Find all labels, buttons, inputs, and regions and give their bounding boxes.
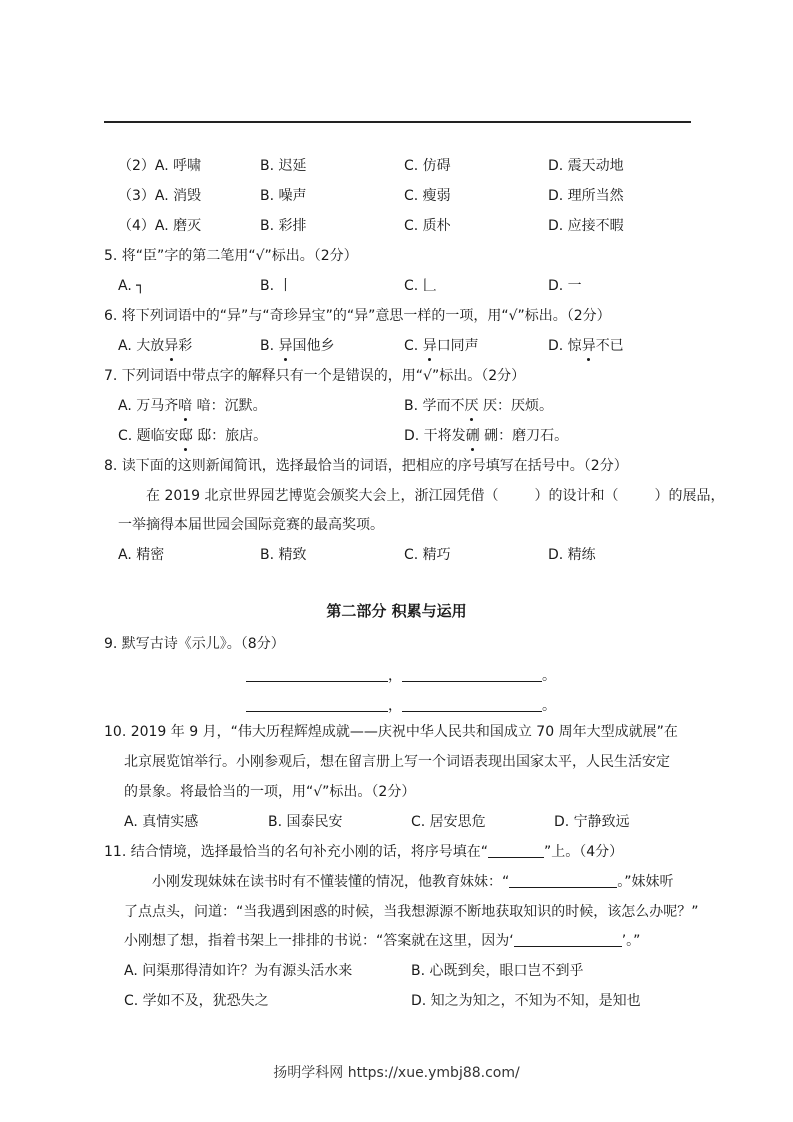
q4-row3-b: B. 噪声 [260,188,307,204]
q4-row2-b: B. 迟延 [260,158,307,174]
q4-row4-a: （4）A. 磨灭 [118,218,202,234]
q11-option-d: D. 知之为知之，不知为不知，是知也 [411,993,641,1009]
q11-stem: 11. 结合情境，选择最恰当的名句补充小刚的话，将序号填在“ ”上。（4分） [104,844,624,860]
q10-option-a: A. 真情实感 [124,814,199,830]
q4-row2-a: （2）A. 呼啸 [118,158,202,174]
q11-option-c: C. 学如不及，犹恐失之 [124,993,269,1009]
q5-stem: 5. 将“臣”字的第二笔用“√”标出。（2分） [104,248,358,264]
q7-option-b: B. 学而不厌 厌：厌烦。 [404,398,553,414]
q5-option-d: D. 一 [548,278,582,294]
q7-option-d: D. 干将发硎 硎：磨刀石。 [404,428,569,444]
q11-option-b: B. 心既到矣，眼口岂不到乎 [411,963,584,979]
q10-stem-line3: 的景象。将最恰当的一项，用“√”标出。（2分） [124,784,416,800]
q8-passage-line2: 一举摘得本届世园会国际竞赛的最高奖项。 [118,517,384,533]
q8-stem: 8. 读下面的这则新闻简讯，选择最恰当的词语，把相应的序号填写在括号中。（2分） [104,458,628,474]
q9-blank-line1: ， 。 [246,666,556,686]
q4-row2-d: D. 震天动地 [548,158,624,174]
q11-passage-line2: 了点点头，问道：“当我遇到困惑的时候，当我想源源不断地获取知识的时候，该怎么办呢？” [124,904,699,920]
q5-option-b: B. 丨 [260,278,293,294]
q4-row3-c: C. 瘦弱 [404,188,451,204]
q10-stem-line2: 北京展览馆举行。小刚参观后，想在留言册上写一个词语表现出国家太平，人民生活安定 [124,754,670,770]
q8-option-d: D. 精练 [548,547,596,563]
q8-option-c: C. 精巧 [404,547,451,563]
q10-option-b: B. 国泰民安 [268,814,343,830]
q11-passage-line1: 小刚发现妹妹在读书时有不懂装懂的情况，他教育妹妹：“ 。”妹妹听 [152,874,674,890]
q11-option-a: A. 问渠那得清如许？为有源头活水来 [124,963,353,979]
q8-option-a: A. 精密 [118,547,165,563]
q7-stem: 7. 下列词语中带点字的解释只有一个是错误的，用“√”标出。（2分） [104,368,526,384]
q4-row4-b: B. 彩排 [260,218,307,234]
q6-option-c: C. 异口同声 [404,338,479,354]
q4-row3-d: D. 理所当然 [548,188,624,204]
q8-option-b: B. 精致 [260,547,307,563]
q6-option-b: B. 异国他乡 [260,338,335,354]
q10-option-d: D. 宁静致远 [554,814,630,830]
q6-option-a: A. 大放异彩 [118,338,193,354]
q4-row4-c: C. 质朴 [404,218,451,234]
q6-stem: 6. 将下列词语中的“异”与“奇珍异宝”的“异”意思一样的一项，用“√”标出。（2分） [104,308,611,324]
q11-passage-line3: 小刚想了想，指着书架上一排排的书说：“答案就在这里，因为‘ ’。” [124,933,641,949]
q9-blank-line2: ， 。 [246,696,556,716]
q5-option-c: C. 𠃊 [404,278,437,294]
header-rule [104,121,691,123]
q9-stem: 9. 默写古诗《示儿》。（8分） [104,636,285,652]
q10-option-c: C. 居安思危 [411,814,486,830]
q7-option-c: C. 题临安邸 邸：旅店。 [118,428,268,444]
q4-row3-a: （3）A. 消毁 [118,188,202,204]
part2-heading: 第二部分 积累与运用 [326,602,467,620]
footer-watermark: 扬明学科网 https://xue.ymbj88.com/ [273,1065,520,1081]
q4-row4-d: D. 应接不暇 [548,218,624,234]
q7-option-a: A. 万马齐喑 喑：沉默。 [118,398,267,414]
q4-row2-c: C. 仿碍 [404,158,451,174]
q10-stem-line1: 10. 2019 年 9 月，“伟大历程辉煌成就——庆祝中华人民共和国成立 70 周年大型成就展”在 [104,724,678,740]
q5-option-a: A. ┐ [118,278,145,294]
q6-option-d: D. 惊异不已 [548,338,624,354]
q8-passage-line1: 在 2019 北京世界园艺博览会颁奖大会上，浙江园凭借（ ）的设计和（ ）的展品， [146,488,725,504]
